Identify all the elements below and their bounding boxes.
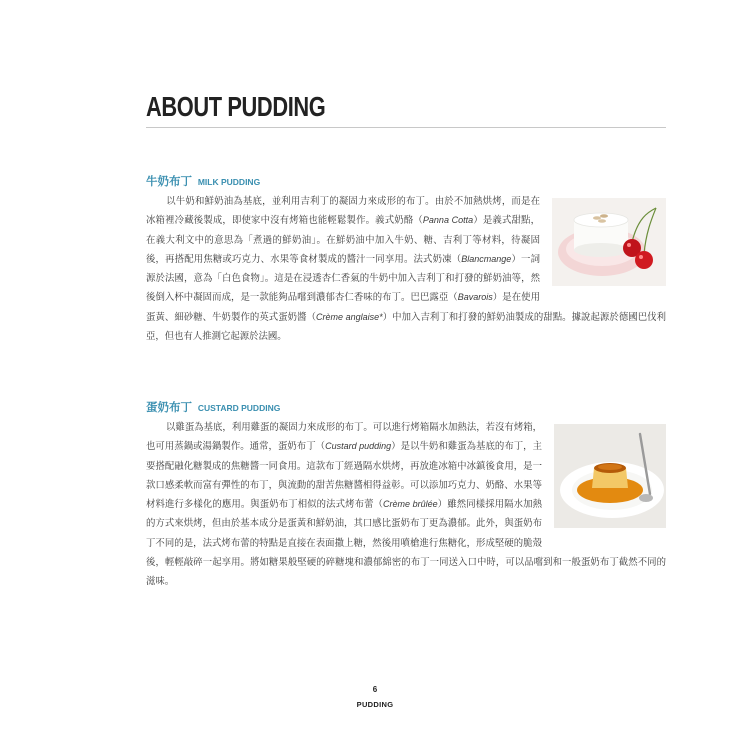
section-paragraph: 以雞蛋為基底，利用雞蛋的凝固力來成形的布丁。可以進行烤箱隔水加熱法，若沒有烤箱，也可用蒸鍋或湯鍋製作。通常，蛋奶布丁（Custard pudding）是以牛奶和雞蛋為基底的布丁，主要搭配融化糖製成的焦糖醬一同食用。這款布丁經過隔水烘烤，再放進冰箱中冰鎮後食用，是一款口感柔軟而富有彈性的布丁，與流動的甜苦焦糖醬相得益彰。可以添加巧克力、奶酪、水果等材料進行多樣化的應用。與蛋奶布丁相似的法式烤布蕾（Crème brûlée）雖然同樣採用隔水加熱的方式來烘烤，但由於基本成分是蛋黃和鮮奶油，其口感比蛋奶布丁更為濃郁。此外，與蛋奶布丁不同的是，法式烤布蕾的特點是直接在表面撒上糖，然後用噴槍進行焦糖化，形成堅硬的脆殼後，輕輕敲碎一起享用。將如糖果般堅硬的碎糖塊和濃郁綿密的布丁一同送入口中時，可以品嚐到和一般蛋奶布丁截然不同的滋味。 bbox=[146, 422, 666, 588]
section-title-zh: 蛋奶布丁 bbox=[146, 400, 192, 414]
custard-pudding-photo bbox=[554, 424, 666, 528]
section-paragraph: 以牛奶和鮮奶油為基底，並利用吉利丁的凝固力來成形的布丁。由於不加熱烘烤，而是在冰箱裡冷藏後製成，即使家中沒有烤箱也能輕鬆製作。義式奶酪（Panna Cotta）是義式甜點，在義大利文中的意思為「煮過的鮮奶油」。在鮮奶油中加入牛奶、糖、吉利丁等材料，待凝固後，再搭配用焦糖或巧克力、水果等食材製成的醬汁一同享用。法式奶凍（Blancmange）一詞源於法國，意為「白色食物」。這是在浸透杏仁香氣的牛奶中加入吉利丁和打發的鮮奶油等，然後倒入杯中凝固而成，是一款能夠品嚐到濃郁杏仁香味的布丁。巴巴露亞（Bavarois）是在使用蛋黃、細砂糖、牛奶製作的英式蛋奶醬（Crème anglaise*）中加入吉利丁和打發的鮮奶油製成的甜點。據說起源於德國巴伐利亞，但也有人推測它起源於法國。 bbox=[146, 196, 666, 343]
section-heading bbox=[146, 400, 666, 414]
milk-pudding-photo bbox=[552, 198, 666, 286]
section-custard-pudding bbox=[146, 400, 666, 592]
running-title: PUDDING bbox=[356, 700, 394, 709]
section-heading bbox=[146, 174, 666, 188]
section-title-en: CUSTARD PUDDING bbox=[197, 403, 281, 413]
page-number: 6 bbox=[372, 685, 378, 694]
section-title-en: MILK PUDDING bbox=[197, 177, 261, 187]
section-milk-pudding bbox=[146, 174, 666, 346]
title-divider bbox=[146, 127, 666, 128]
section-title-zh: 牛奶布丁 bbox=[146, 174, 192, 188]
page-title: ABOUT PUDDING bbox=[146, 91, 326, 122]
